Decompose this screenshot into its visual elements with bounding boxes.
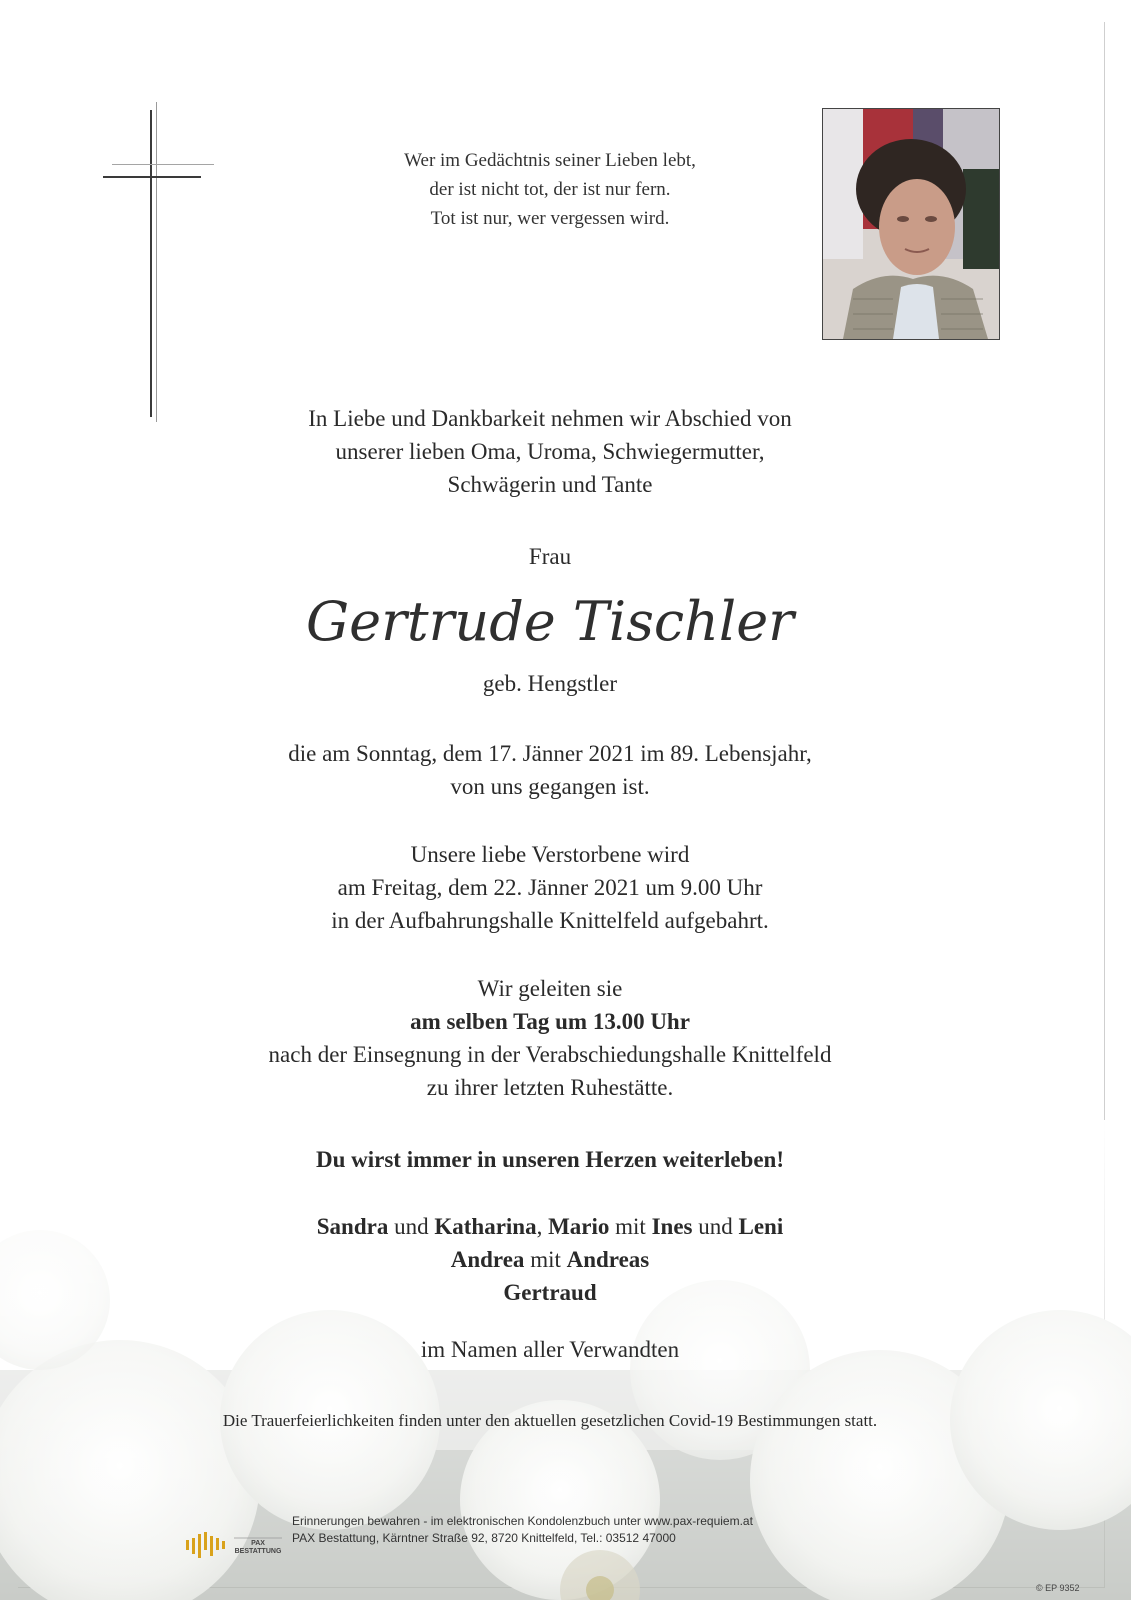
- cross-icon-vertical-shadow: [156, 102, 157, 422]
- pax-logo-text: [233, 1540, 283, 1556]
- mourner-connector: mit: [609, 1214, 652, 1239]
- cross-icon-horizontal-shadow: [112, 164, 214, 165]
- birth-name: geb. Hengstler: [482, 671, 618, 696]
- viewing-line: Unsere liebe Verstorbene wird: [410, 842, 690, 867]
- quote-line: Wer im Gedächtnis seiner Lieben lebt,: [404, 150, 696, 171]
- footer-info: [292, 1513, 852, 1547]
- portrait-photo: [822, 108, 1000, 340]
- cross-icon-horizontal: [103, 176, 201, 178]
- funeral-line: nach der Einsegnung in der Verabschiedungshalle Knittelfeld: [268, 1042, 832, 1067]
- funeral-time: am selben Tag um 13.00 Uhr: [410, 1009, 690, 1034]
- footer-line: PAX Bestattung, Kärntner Straße 92, 8720 Knittelfeld, Tel.: 03512 47000: [292, 1531, 676, 1545]
- funeral-line: Wir geleiten sie: [477, 976, 623, 1001]
- funeral-info: [90, 972, 1010, 1104]
- deceased-name: Gertrude Tischler: [306, 590, 794, 653]
- mourners-row: [90, 1210, 1010, 1243]
- relatives-note: im Namen aller Verwandten: [420, 1337, 680, 1362]
- viewing-line: in der Aufbahrungshalle Knittelfeld aufgebahrt.: [331, 908, 769, 933]
- mourner-name: Mario: [548, 1214, 610, 1239]
- mourner-connector: und: [692, 1214, 739, 1239]
- mourner-connector: und: [388, 1214, 435, 1239]
- mourners: [90, 1210, 1010, 1309]
- memorial-quote: [300, 146, 800, 233]
- mourner-connector: mit: [524, 1247, 567, 1272]
- mourner-name: Ines: [651, 1214, 693, 1239]
- cross-icon-vertical: [150, 110, 152, 417]
- intro-line: Schwägerin und Tante: [447, 472, 653, 497]
- salutation: Frau: [528, 544, 572, 569]
- logo-word: PAX: [251, 1540, 265, 1547]
- funeral-line: zu ihrer letzten Ruhestätte.: [426, 1075, 674, 1100]
- death-notice: [90, 737, 1010, 803]
- portrait-image: [823, 109, 999, 339]
- farewell-intro: [90, 402, 1010, 501]
- motto: Du wirst immer in unseren Herzen weiterleben!: [316, 1147, 784, 1172]
- mourner-name: Leni: [738, 1214, 784, 1239]
- mourner-name: Andreas: [566, 1247, 650, 1272]
- quote-line: der ist nicht tot, der ist nur fern.: [429, 179, 671, 200]
- viewing-info: [90, 838, 1010, 937]
- death-line: die am Sonntag, dem 17. Jänner 2021 im 89. Lebensjahr,: [288, 741, 812, 766]
- quote-line: Tot ist nur, wer vergessen wird.: [430, 208, 670, 229]
- mourner-name: Katharina: [434, 1214, 537, 1239]
- mourners-row: [90, 1276, 1010, 1309]
- mourner-connector: ,: [536, 1214, 549, 1239]
- intro-line: In Liebe und Dankbarkeit nehmen wir Abschied von: [308, 406, 792, 431]
- footer-line: Erinnerungen bewahren - im elektronischen Kondolenzbuch unter www.pax-requiem.at: [292, 1514, 753, 1528]
- mourner-name: Sandra: [316, 1214, 389, 1239]
- logo-word: BESTATTUNG: [234, 1548, 282, 1555]
- mourner-name: Gertraud: [503, 1280, 597, 1305]
- viewing-line: am Freitag, dem 22. Jänner 2021 um 9.00 Uhr: [337, 875, 763, 900]
- mourners-row: [90, 1243, 1010, 1276]
- ep-code: © EP 9352: [1036, 1583, 1080, 1593]
- death-line: von uns gegangen ist.: [450, 774, 650, 799]
- intro-line: unserer lieben Oma, Uroma, Schwiegermutter,: [335, 439, 765, 464]
- mourner-name: Andrea: [450, 1247, 525, 1272]
- covid-note: Die Trauerfeierlichkeiten finden unter den aktuellen gesetzlichen Covid-19 Bestimmungen statt.: [222, 1411, 878, 1430]
